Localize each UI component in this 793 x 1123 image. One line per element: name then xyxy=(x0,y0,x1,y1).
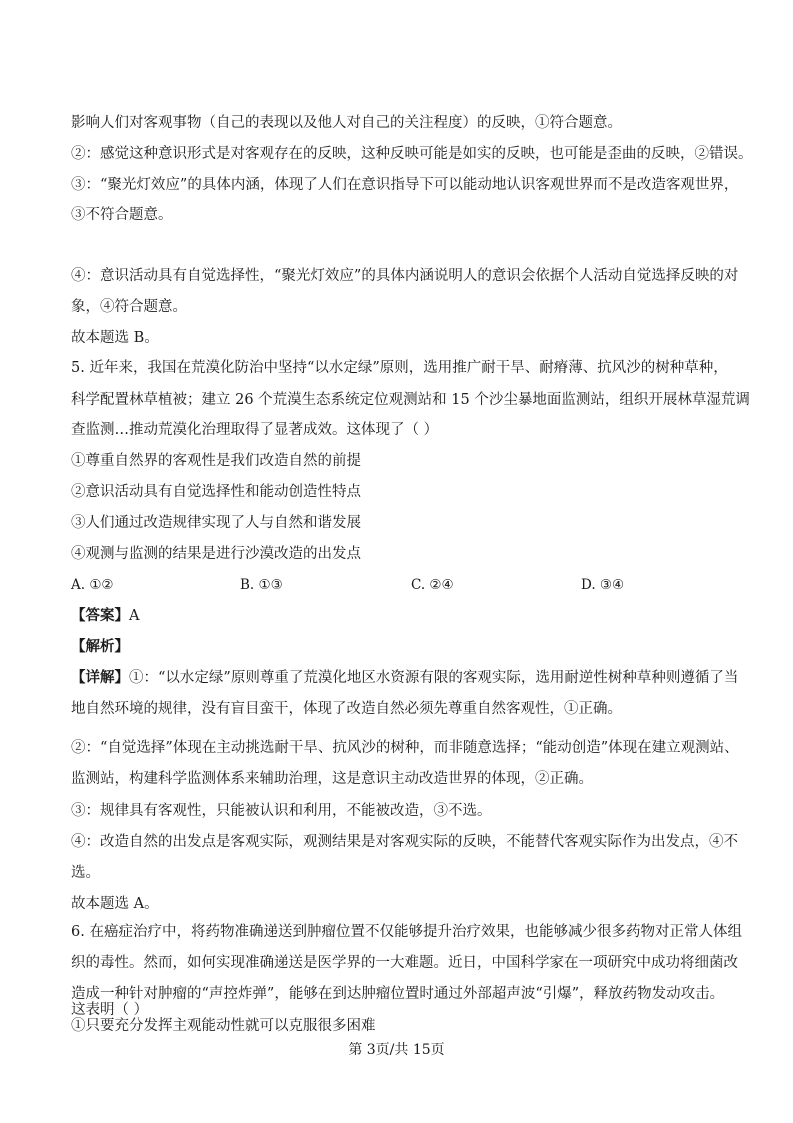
text-line: ③不符合题意。 xyxy=(71,207,173,223)
answer-label: 【答案】 xyxy=(71,607,129,624)
question-5-statement: ②意识活动具有自觉选择性和能动创造性特点 xyxy=(71,484,361,500)
detail-line: 地自然环境的规律，没有盲目蛮干，体现了改造自然必须先尊重自然客观性，①正确。 xyxy=(71,701,622,717)
option-b: B. ①③ xyxy=(240,577,283,593)
detail-line: 选。 xyxy=(71,865,100,881)
question-5-stem: 科学配置林草植被；建立 26 个荒漠生态系统定位观测站和 15 个沙尘暴地面监测站，组织开展林草湿荒调 xyxy=(71,392,750,408)
question-6-stem: 6. 在癌症治疗中，将药物准确递送到肿瘤位置不仅能够提升治疗效果，也能够减少很多药物对正常人体组 xyxy=(71,924,742,940)
question-5-statement: ③人们通过改造规律实现了人与自然和谐发展 xyxy=(71,515,361,531)
detail-line: ③：规律具有客观性，只能被认识和利用，不能被改造，③不选。 xyxy=(71,803,492,819)
detail-line: ④：改造自然的出发点是客观实际，观测结果是对客观实际的反映，不能替代客观实际作为出发点，④不 xyxy=(71,834,738,850)
text-line: 故本题选 B。 xyxy=(71,330,159,346)
question-5-statement: ①尊重自然界的客观性是我们改造自然的前提 xyxy=(71,453,361,469)
text-line: ②：感觉这种意识形式是对客观存在的反映，这种反映可能是如实的反映，也可能是歪曲的反映，②错误。 xyxy=(71,146,753,162)
question-5-stem: 5. 近年来，我国在荒漠化防治中坚持“以水定绿”原则，选用推广耐干旱、耐瘠薄、抗风沙的树种草种， xyxy=(71,360,728,376)
detail-line: ②：“自觉选择”体现在主动挑选耐干旱、抗风沙的树种，而非随意选择；“能动创造”体现在建立观测站、 xyxy=(71,740,739,756)
question-6-stem: 这表明（ ） xyxy=(71,1002,149,1018)
detail-line: 故本题选 A。 xyxy=(71,896,159,912)
option-c: C. ②④ xyxy=(411,577,454,593)
question-5-statement: ④观测与监测的结果是进行沙漠改造的出发点 xyxy=(71,546,361,562)
answer-value: A xyxy=(129,608,140,624)
analysis-label: 【解析】 xyxy=(71,638,129,655)
text-line: ④：意识活动具有自觉选择性，“聚光灯效应”的具体内涵说明人的意识会依据个人活动自觉选择反映的对 xyxy=(71,268,739,284)
detail-line: 监测站，构建科学监测体系来辅助治理，这是意识主动改造世界的体现，②正确。 xyxy=(71,771,593,787)
answer-line xyxy=(71,606,139,626)
option-a: A. ①② xyxy=(71,577,114,593)
page-footer: 第 3页/共 15页 xyxy=(348,1042,445,1058)
detail-label: 【详解】 xyxy=(71,669,129,686)
text-line: 象，④符合题意。 xyxy=(71,299,187,315)
question-5-stem: 查监测…推动荒漠化治理取得了显著成效。这体现了（ ） xyxy=(71,422,439,438)
text-line: ③：“聚光灯效应”的具体内涵，体现了人们在意识指导下可以能动地认识客观世界而不是改造客观世界， xyxy=(71,177,739,193)
text-line: 影响人们对客观事物（自己的表现以及他人对自己的关注程度）的反映，①符合题意。 xyxy=(71,115,622,131)
question-6-stem: 织的毒性。然而，如何实现准确递送是医学界的一大难题。近日，中国科学家在一项研究中成功将细菌改 xyxy=(71,955,738,971)
question-6-statement: ①只要充分发挥主观能动性就可以克服很多困难 xyxy=(71,1018,376,1034)
question-6-stem: 造成一种针对肿瘤的“声控炸弹”，能够在到达肿瘤位置时通过外部超声波“引爆”，释放药物发动攻击。 xyxy=(71,986,725,1002)
detail-line: 【详解】①：“以水定绿”原则尊重了荒漠化地区水资源有限的客观实际，选用耐逆性树种草种则遵循了当 xyxy=(71,669,739,686)
option-d: D. ③④ xyxy=(581,577,625,593)
